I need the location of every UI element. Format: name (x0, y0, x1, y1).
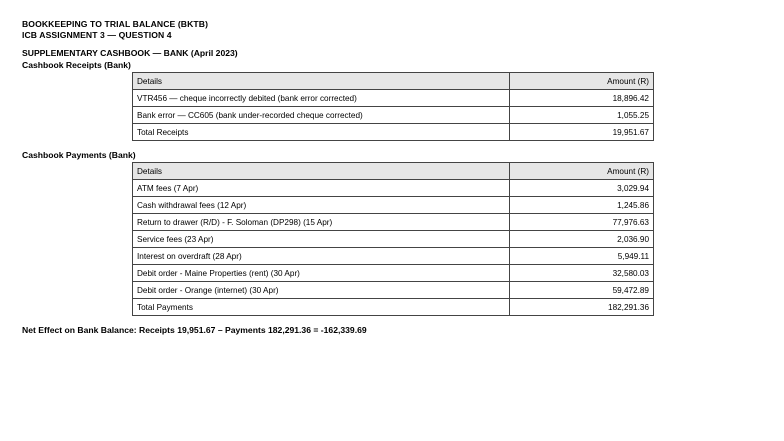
row-details: Cash withdrawal fees (12 Apr) (133, 197, 510, 214)
column-header-details: Details (133, 73, 510, 90)
net-effect-summary: Net Effect on Bank Balance: Receipts 19,951.67 – Payments 182,291.36 = -162,339.69 (22, 325, 367, 335)
payments-table (132, 162, 654, 316)
table-row (133, 282, 654, 299)
total-label: Total Payments (133, 299, 510, 316)
receipts-label: Cashbook Receipts (Bank) (22, 60, 131, 70)
table-row (133, 248, 654, 265)
row-details: Bank error — CC605 (bank under-recorded cheque corrected) (133, 107, 510, 124)
row-amount: 59,472.89 (510, 282, 654, 299)
row-details: Debit order - Orange (internet) (30 Apr) (133, 282, 510, 299)
payments-label: Cashbook Payments (Bank) (22, 150, 136, 160)
receipts-table (132, 72, 654, 141)
table-row (133, 214, 654, 231)
row-amount: 18,896.42 (510, 90, 654, 107)
row-amount: 1,055.25 (510, 107, 654, 124)
row-details: VTR456 — cheque incorrectly debited (bank error corrected) (133, 90, 510, 107)
row-amount: 5,949.11 (510, 248, 654, 265)
row-details: Return to drawer (R/D) - F. Soloman (DP298) (15 Apr) (133, 214, 510, 231)
table-row (133, 107, 654, 124)
document-page (22, 19, 762, 336)
document-title: BOOKKEEPING TO TRIAL BALANCE (BKTB) (22, 19, 209, 29)
table-row (133, 90, 654, 107)
table-row (133, 197, 654, 214)
total-row (133, 124, 654, 141)
row-amount: 1,245.86 (510, 197, 654, 214)
column-header-amount: Amount (R) (510, 73, 654, 90)
document-subtitle: ICB ASSIGNMENT 3 — QUESTION 4 (22, 30, 172, 40)
row-details: Interest on overdraft (28 Apr) (133, 248, 510, 265)
table-row (133, 231, 654, 248)
row-details: Service fees (23 Apr) (133, 231, 510, 248)
table-row (133, 265, 654, 282)
table-row (133, 180, 654, 197)
total-row (133, 299, 654, 316)
total-amount: 182,291.36 (510, 299, 654, 316)
column-header-details: Details (133, 163, 510, 180)
row-details: Debit order - Maine Properties (rent) (30 Apr) (133, 265, 510, 282)
table-header-row (133, 73, 654, 90)
column-header-amount: Amount (R) (510, 163, 654, 180)
row-details: ATM fees (7 Apr) (133, 180, 510, 197)
row-amount: 3,029.94 (510, 180, 654, 197)
row-amount: 32,580.03 (510, 265, 654, 282)
total-amount: 19,951.67 (510, 124, 654, 141)
row-amount: 77,976.63 (510, 214, 654, 231)
row-amount: 2,036.90 (510, 231, 654, 248)
total-label: Total Receipts (133, 124, 510, 141)
section-title: SUPPLEMENTARY CASHBOOK — BANK (April 2023) (22, 48, 238, 58)
table-header-row (133, 163, 654, 180)
